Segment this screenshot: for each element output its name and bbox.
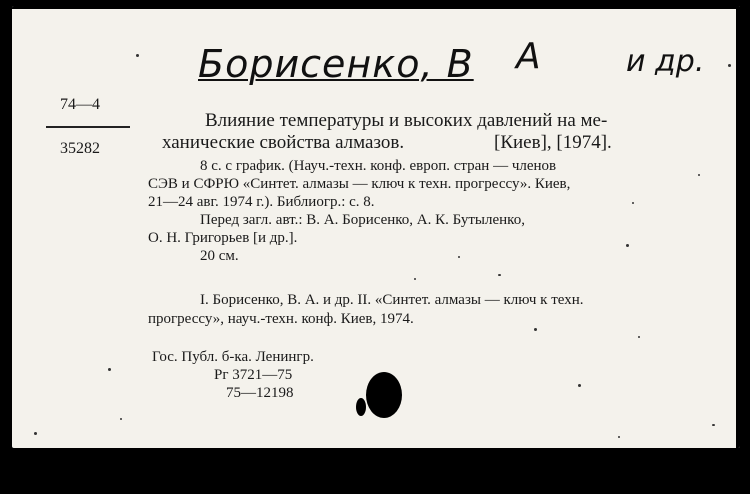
speck [136, 54, 139, 57]
scan-edge-top [12, 6, 740, 9]
speck [638, 336, 640, 338]
handwritten-author: Борисенко, В [198, 42, 474, 86]
ink-blot [366, 372, 402, 418]
speck [108, 368, 111, 371]
ink-blot-drip [356, 398, 366, 416]
title-line-2: ханические свойства алмазов. [162, 132, 405, 153]
description-line-1: 8 с. с график. (Науч.-техн. конф. европ. стран — членов [200, 158, 557, 174]
speck [618, 436, 620, 438]
handwritten-et-al: и др. [626, 44, 705, 79]
tracing-line-1: I. Борисенко, В. А. и др. II. «Синтет. алмазы — ключ к техн. [200, 292, 584, 308]
speck [632, 202, 634, 204]
description-line-2: СЭВ и СФРЮ «Синтет. алмазы — ключ к техн. прогрессу». Киев, [148, 176, 571, 192]
library-accession-number: 75—12198 [226, 385, 294, 401]
speck [698, 174, 700, 176]
speck [626, 244, 629, 247]
classification-code: 74—4 [60, 96, 100, 113]
tracing-line-2: прогрессу», науч.-техн. конф. Киев, 1974. [148, 311, 414, 327]
speck [712, 424, 715, 426]
registration-number: 35282 [60, 140, 100, 157]
speck [728, 64, 731, 67]
library-name: Гос. Публ. б-ка. Ленингр. [152, 349, 314, 365]
handwritten-initial: А [516, 36, 541, 77]
speck [120, 418, 122, 420]
speck [458, 256, 460, 258]
description-line-4: Перед загл. авт.: В. А. Борисенко, А. К. Бутыленко, [200, 212, 525, 228]
description-line-5: О. Н. Григорьев [и др.]. [148, 230, 298, 246]
title-line-1: Влияние температуры и высоких давлений на ме- [205, 110, 608, 131]
scan-edge-right [736, 6, 740, 448]
description-line-6: 20 см. [200, 248, 239, 264]
description-line-3: 21—24 авг. 1974 г.). Библиогр.: с. 8. [148, 194, 375, 210]
speck [534, 328, 537, 331]
speck [34, 432, 37, 435]
margin-divider [46, 126, 130, 128]
place-year: [Киев], [1974]. [494, 132, 612, 153]
speck [578, 384, 581, 387]
speck [498, 274, 501, 276]
catalog-card [12, 6, 740, 448]
speck [414, 278, 416, 280]
library-shelf-code: Рг 3721—75 [214, 367, 293, 383]
